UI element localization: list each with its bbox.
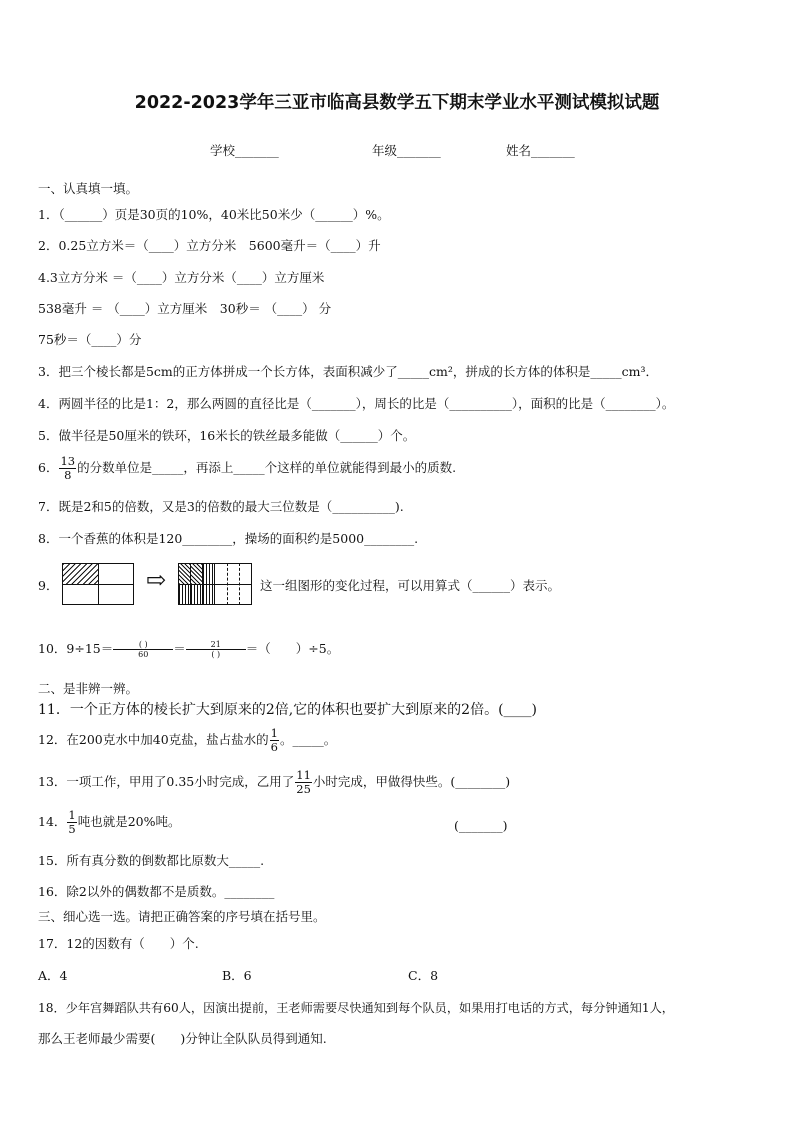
question-12: 12．在200克水中加40克盐，盐占盐水的 $\frac{1}{6}$ 。_____。 [38,726,337,754]
question-10: 10．9÷15＝ $\frac{( )}{60}$ ＝ $\frac{21}{( )}$ ＝（ ）÷5。 [38,640,340,659]
arrow-right-icon: ⇨ [146,566,167,594]
fraction-13-8: $\frac{13}{8}$ [60,454,76,482]
figure-rectangle-quarter-hatched [62,563,134,605]
question-17: 17．12的因数有（ ）个. [38,936,199,951]
fraction-blank-60: $\frac{( )}{60}$ [113,640,173,659]
question-16: 16．除2以外的偶数都不是质数。________ [38,884,275,899]
section-1-heading: 一、认真填一填。 [38,181,139,196]
question-13: 13．一项工作，甲用了0.35小时完成，乙用了 $\frac{11}{25}$ 小时完成，甲做得快些。(________) [38,768,511,796]
question-18-line-2: 那么王老师最少需要( )分钟让全队队员得到通知. [38,1031,327,1046]
question-15: 15．所有真分数的倒数都比原数大_____. [38,853,265,868]
question-14: 14． $\frac{1}{5}$ 吨也就是20%吨。 [38,808,181,836]
section-3-heading: 三、细心选一选。请把正确答案的序号填在括号里。 [38,909,326,924]
question-2-line-3: 538毫升 ＝ （____）立方厘米 30秒＝ （____） 分 [38,301,332,316]
question-2-line-4: 75秒＝（____）分 [38,332,142,347]
question-5: 5．做半径是50厘米的铁环，16米长的铁丝最多能做（______）个。 [38,428,416,443]
fraction-1-6: $\frac{1}{6}$ [270,726,278,754]
question-6: 6． $\frac{13}{8}$ 的分数单位是_____，再添上_____个这样的单位就能得到最小的质数. [38,454,457,482]
question-1: 1．（______）页是30页的10%，40米比50米少（______）%。 [38,207,390,222]
question-17-option-c[interactable]: C．8 [408,968,439,983]
fraction-21-blank: $\frac{21}{( )}$ [186,640,246,659]
page-title: 2022-2023学年三亚市临高县数学五下期末学业水平测试模拟试题 [134,93,660,113]
section-2-heading: 二、是非辨一辨。 [38,681,139,696]
question-17-option-a[interactable]: A．4 [38,968,68,983]
question-11: 11．一个正方体的棱长扩大到原来的2倍,它的体积也要扩大到原来的2倍。(____) [38,702,538,718]
question-2-line-2: 4.3立方分米 ＝（____）立方分米（____）立方厘米 [38,270,325,285]
question-9-label: 9． [38,578,59,593]
question-7: 7．既是2和5的倍数，又是3的倍数的最大三位数是（__________). [38,499,404,514]
question-14-answer-blank[interactable]: (_______) [454,818,508,833]
school-field[interactable]: 学校_______ [210,143,279,158]
question-18-line-1: 18．少年宫舞蹈队共有60人，因演出提前，王老师需要尽快通知到每个队员，如果用打电话的方式，每分钟通知1人， [38,1001,674,1015]
name-field[interactable]: 姓名_______ [506,143,575,158]
question-17-option-b[interactable]: B．6 [222,968,252,983]
question-2-line-1: 2．0.25立方米＝（____）立方分米 5600毫升＝（____）升 [38,238,381,253]
question-4: 4．两圆半径的比是1：2，那么两圆的直径比是（_______），周长的比是（__________），面积的比是（________）。 [38,396,675,411]
question-8: 8．一个香蕉的体积是120________，操场的面积约是5000________. [38,531,419,546]
question-9-text: 这一组图形的变化过程，可以用算式（______）表示。 [260,578,561,593]
fraction-1-5: $\frac{1}{5}$ [68,808,76,836]
question-3: 3．把三个棱长都是5cm的正方体拼成一个长方体，表面积减少了_____cm²，拼成的长方体的体积是_____cm³． [38,364,658,379]
grade-field[interactable]: 年级_______ [372,143,441,158]
fraction-11-25: $\frac{11}{25}$ [296,768,311,796]
figure-rectangle-subdivided [178,563,252,605]
